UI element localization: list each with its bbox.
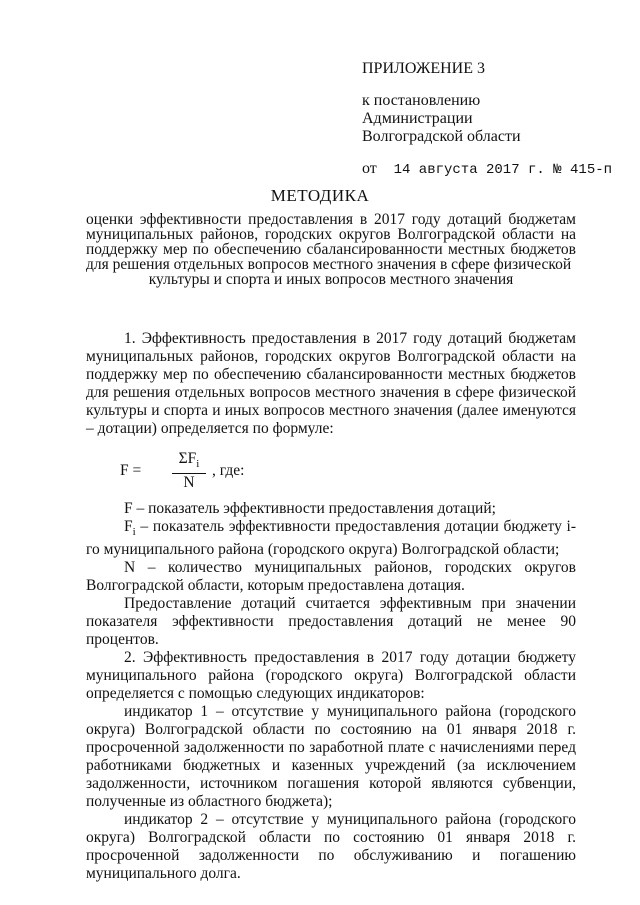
- date-number: 14 августа 2017 г. № 415-п: [393, 162, 613, 178]
- appendix-date: [362, 160, 612, 179]
- formula-fraction: [172, 450, 206, 491]
- fi-text: – показатель эффективности предоставления дотации бюджету i-го муниципального района (городского округа) Волгоградской области;: [86, 518, 576, 559]
- paragraph-effective: Предоставление дотаций считается эффективным при значении показателя эффективности предоставления дотаций не менее 90 процентов.: [86, 595, 576, 649]
- formula: [120, 450, 576, 492]
- document-subtitle: [86, 212, 576, 287]
- indicator-2: индикатор 2 – отсутствие у муниципального района (городского округа) Волгоградской области по состоянию 01 января 2018 г. просроченной задолженности по обслуживанию и погашению муниципального долга.: [86, 811, 576, 883]
- from-label: от: [362, 160, 377, 177]
- paragraph-1: 1. Эффективность предоставления в 2017 году дотаций бюджетам муниципальных районов, городских округов Волгоградской области на поддержку мер по обеспечению сбалансированности местных бюджетов для решения отдельных вопросов местного значения в сфере физической культуры и спорта и иных вопросов местного значения (далее именуются – дотации) определяется по формуле:: [86, 330, 576, 437]
- formula-denominator: N: [183, 474, 195, 492]
- subtitle-last-line: культуры и спорта и иных вопросов местного значения: [148, 271, 514, 288]
- appendix-title: ПРИЛОЖЕНИЕ 3: [362, 60, 486, 77]
- formula-where: , где:: [212, 462, 245, 479]
- appendix-line-1: к постановлению: [362, 92, 481, 109]
- fi-subscript: i: [132, 526, 136, 539]
- indicator-1: индикатор 1 – отсутствие у муниципального района (городского округа) Волгоградской области по состоянию на 01 января 2018 г. просроченной задолженности по заработной плате с начислениями перед работниками бюджетных и казенных учреждений (за исключением задолженности, источником погашения которой являются субвенции, полученные из областного бюджета);: [86, 703, 576, 811]
- document-body: [86, 330, 576, 883]
- numerator-subscript: i: [196, 458, 200, 471]
- paragraph-2: 2. Эффективность предоставления в 2017 году дотации бюджету муниципального района (городского округа) Волгоградской области определяется с помощью следующих индикаторов:: [86, 649, 576, 703]
- appendix-line-3: Волгоградской области: [362, 128, 521, 145]
- formula-numerator: [172, 450, 206, 474]
- definition-fi: [86, 518, 576, 559]
- appendix-line-2: Администрации: [362, 110, 473, 127]
- numerator-text: ΣF: [178, 450, 197, 467]
- subtitle-text: оценки эффективности предоставления в 2017 году дотаций бюджетам муниципальных районов, городских округов Волгоградской области на поддержку мер по обеспечению сбалансированности местных бюджетов для решения отдельных вопросов местного значения в сфере физической: [86, 211, 576, 273]
- definition-n: N – количество муниципальных районов, городских округов Волгоградской области, которым предоставлена дотация.: [86, 559, 576, 595]
- formula-lhs: F =: [120, 462, 142, 479]
- document-title: МЕТОДИКА: [270, 186, 370, 205]
- definition-f: F – показатель эффективности предоставления дотаций;: [124, 500, 496, 517]
- appendix-header: [362, 60, 612, 179]
- fi-symbol: F: [124, 518, 133, 535]
